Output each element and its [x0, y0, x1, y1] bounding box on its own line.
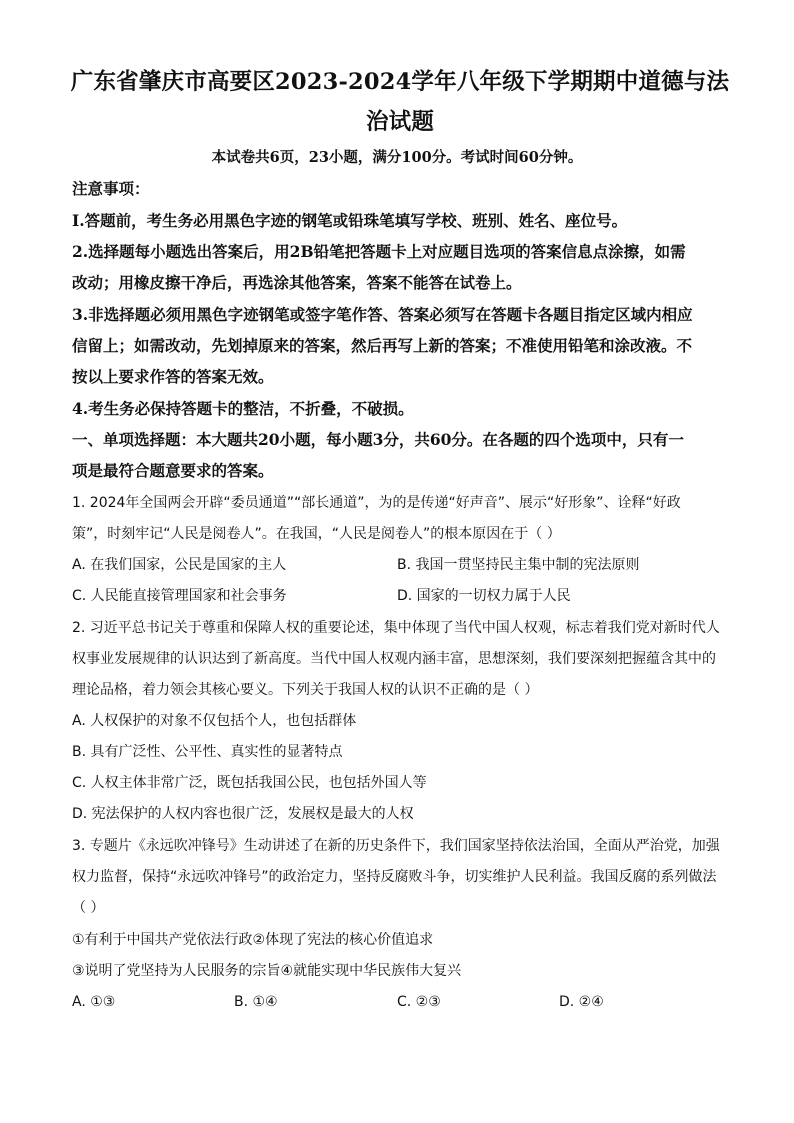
q3-statements-1: ①有利于中国共产党依法行政②体现了宪法的核心价值追求	[72, 932, 434, 948]
note-item: 2.选择题每小题选出答案后，用2B铅笔把答题卡上对应题目选项的答案信息点涂擦，如需	[72, 242, 686, 261]
question-1-stem-cont: 策”，时刻牢记“人民是阅卷人”。在我国，“人民是阅卷人”的根本原因在于（ ）	[72, 526, 561, 542]
q2-option-a: A. 人权保护的对象不仅包括个人，也包括群体	[72, 713, 357, 729]
q2-option-b: B. 具有广泛性、公平性、真实性的显著特点	[72, 744, 343, 760]
note-item: 改动；用橡皮擦干净后，再选涂其他答案，答案不能答在试卷上。	[72, 273, 522, 292]
q3-option-a: A. ①③	[72, 994, 116, 1010]
q3-option-b: B. ①④	[234, 994, 278, 1010]
q3-option-d: D. ②④	[559, 994, 604, 1010]
note-item: 4.考生务必保持答题卡的整洁，不折叠，不破损。	[72, 399, 414, 418]
q2-option-c: C. 人权主体非常广泛，既包括我国公民，也包括外国人等	[72, 775, 427, 791]
note-item: 3.非选择题必须用黑色字迹钢笔或签字笔作答、答案必须写在答题卡各题目指定区域内相应	[72, 305, 693, 324]
question-3-stem: 3. 专题片《永远吹冲锋号》生动讲述了在新的历史条件下，我们国家坚持依法治国，全面从严治党，加强	[72, 838, 720, 854]
q1-option-d: D. 国家的一切权力属于人民	[397, 588, 571, 604]
question-1-stem: 1. 2024年全国两会开辟“委员通道”“部长通道”，为的是传递“好声音”、展示“好形象”、诠释“好政	[72, 495, 681, 511]
q1-option-a: A. 在我们国家，公民是国家的主人	[72, 557, 287, 573]
q3-statements-2: ③说明了党坚持为人民服务的宗旨④就能实现中华民族伟大复兴	[72, 963, 462, 979]
note-item: 信留上；如需改动，先划掉原来的答案，然后再写上新的答案；不准使用铅笔和涂改液。不	[72, 336, 693, 355]
notes-heading: 注意事项：	[72, 179, 150, 198]
question-2-stem: 2. 习近平总书记关于尊重和保障人权的重要论述，集中体现了当代中国人权观，标志着我们党对新时代人	[72, 620, 720, 636]
q1-option-c: C. 人民能直接管理国家和社会事务	[72, 588, 287, 604]
question-3-stem-cont: 权力监督，保持“永远吹冲锋号”的政治定力，坚持反腐败斗争，切实维护人民利益。我国反腐的系列做法	[72, 869, 717, 885]
note-item: I.答题前，考生务必用黑色字迹的钢笔或铅珠笔填写学校、班别、姓名、座位号。	[72, 211, 628, 230]
exam-title: 广东省肇庆市高要区2023-2024学年八年级下学期期中道德与法治试题	[70, 69, 730, 135]
question-3-answer-blank: （ ）	[72, 900, 105, 916]
q2-option-d: D. 宪法保护的人权内容也很广泛，发展权是最大的人权	[72, 806, 414, 822]
section-heading: 一、单项选择题：本大题共20小题，每小题3分，共60分。在各题的四个选项中，只有一	[72, 430, 684, 449]
note-item: 按以上要求作答的答案无效。	[72, 367, 274, 386]
question-2-stem-cont: 权事业发展规律的认识达到了新高度。当代中国人权观内涵丰富，思想深刻，我们要深刻把握蕴含其中的	[72, 651, 716, 667]
section-heading-cont: 项是最符合题意要求的答案。	[72, 461, 274, 480]
question-2-stem-cont: 理论品格，着力领会其核心要义。下列关于我国人权的认识不正确的是（ ）	[72, 682, 539, 698]
q1-option-b: B. 我国一贯坚持民主集中制的宪法原则	[397, 557, 640, 573]
exam-subtitle: 本试卷共6页，23小题，满分100分。考试时间60分钟。	[211, 149, 583, 166]
q3-option-c: C. ②③	[397, 994, 441, 1010]
